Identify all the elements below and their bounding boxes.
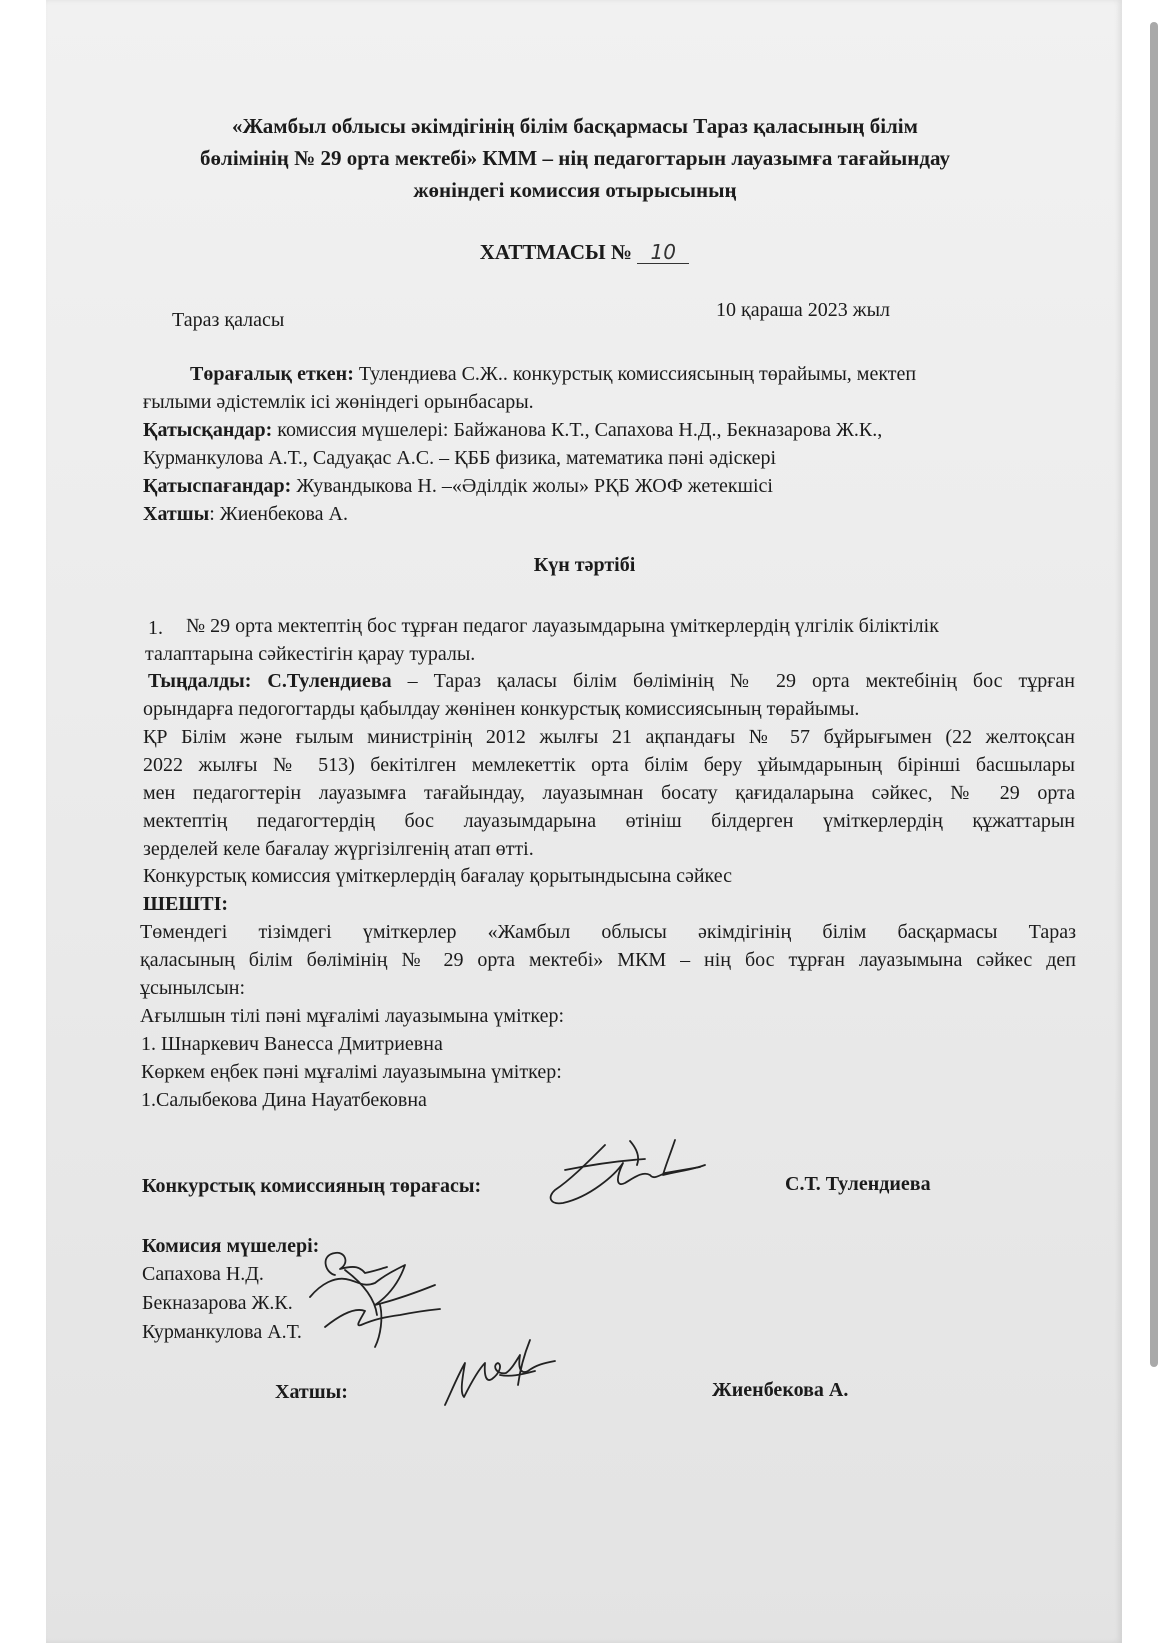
title-line-1: «Жамбыл облысы әкімдігінің білім басқармасы Тараз қаласының білім: [232, 114, 918, 138]
secretary-line: [143, 500, 348, 528]
scrollbar[interactable]: [1150, 22, 1158, 1367]
present-line: [143, 416, 882, 444]
absent-label: Қатыспағандар:: [143, 475, 292, 497]
heard-line-4: 2022 жылғы № 513) бекітілген мемлекеттік орта білім беру ұйымдарының бірінші басшылары: [143, 754, 1075, 776]
title-line-3: жөніндегі комиссия отырысының: [413, 178, 737, 202]
heard-line-8: Конкурстық комиссия үміткерлердің бағалау қорытындысына сәйкес: [143, 865, 733, 887]
heard-line-1: [148, 667, 1075, 695]
heard-line-3: ҚР Білім және ғылым министрінің 2012 жылғы 21 ақпандағы № 57 бұйрығымен (22 желтоқсан: [143, 726, 1075, 748]
chair-signature-name: С.Т. Тулендиева: [785, 1173, 931, 1195]
position-1: Ағылшын тілі пәні мұғалімі лауазымына үміткер:: [140, 1005, 565, 1027]
chair-signature-icon: [545, 1135, 715, 1215]
chair-text: Тулендиева С.Ж.. конкурстық комиссиясының төрайымы, мектеп: [353, 363, 917, 385]
absent-line: [143, 472, 773, 500]
candidate-2: 1.Салыбекова Дина Науатбековна: [141, 1089, 427, 1111]
chair-label: Төрағалық еткен:: [190, 363, 354, 385]
protocol-number: 10: [637, 241, 689, 264]
title-line-2: бөлімінің № 29 орта мектебі» КММ – нің педагогтарын лауазымға тағайындау: [200, 146, 950, 170]
decision-line-1: Төмендегі тізімдегі үміткерлер «Жамбыл облысы әкімдігінің білім басқармасы Тараз: [140, 921, 1076, 943]
chair-text-2: ғылыми әдістемлік ісі жөніндегі орынбасары.: [143, 391, 534, 413]
heard-label: Тыңдалды: С.Тулендиева: [148, 670, 392, 692]
chair-signature-label: Конкурстық комиссияның төрағасы:: [142, 1175, 482, 1197]
protocol-label: ХАТТМАСЫ №: [479, 240, 633, 264]
date: 10 қараша 2023 жыл: [716, 299, 890, 321]
secretary-signature-name: Жиенбекова А.: [712, 1379, 849, 1401]
present-text-2: Курманкулова А.Т., Садуақас А.С. – ҚББ физика, математика пәні әдіскері: [143, 447, 777, 469]
heard-line-6: мектептің педагогтердің бос лауазымдарына өтініш білдерген үміткерлердің құжаттарын: [143, 810, 1075, 832]
absent-text: Жувандыкова Н. –«Әділдік жолы» РҚБ ЖОФ жетекшісі: [291, 475, 773, 497]
secretary-label: Хатшы: [143, 503, 210, 525]
heard-text-1: – Тараз қаласы білім бөлімінің № 29 орта мектебінің бос тұрған: [391, 670, 1075, 692]
heard-line-5: мен педагогтерін лауазымға тағайындау, лауазымнан босату қағидаларына сәйкес, № 29 орта: [143, 782, 1075, 804]
secretary-signature-icon: [440, 1335, 560, 1415]
secretary-text: : Жиенбекова А.: [209, 503, 348, 525]
secretary-signature-label: Хатшы:: [275, 1381, 348, 1403]
member-3: Курманкулова А.Т.: [142, 1321, 302, 1343]
present-text: комиссия мүшелері: Байжанова К.Т., Сапахова Н.Д., Бекназарова Ж.К.,: [272, 419, 883, 441]
decision-label: ШЕШТІ:: [143, 893, 229, 915]
heard-line-7: зерделей келе бағалау жүргізілгенің атап өтті.: [143, 838, 534, 860]
protocol-heading: [0, 240, 1169, 265]
city: Тараз қаласы: [172, 309, 285, 331]
decision-line-3: ұсынылсын:: [140, 977, 246, 999]
agenda-heading: Күн тәртібі: [533, 554, 636, 576]
present-label: Қатысқандар:: [143, 419, 273, 441]
decision-line-2: қаласының білім бөлімінің № 29 орта мектебі» МКМ – нің бос тұрған лауазымына сәйкес деп: [140, 949, 1076, 971]
position-2: Көркем еңбек пәні мұғалімі лауазымына үміткер:: [141, 1061, 562, 1083]
candidate-1: 1. Шнаркевич Ванесса Дмитриевна: [141, 1033, 443, 1055]
members-signatures-icon: [305, 1245, 455, 1355]
document-title: [150, 110, 1000, 206]
chair-line: [190, 360, 916, 388]
members-label: Комисия мүшелері:: [142, 1235, 320, 1257]
agenda-item-line-1: № 29 орта мектептің бос тұрған педагог лауазымдарына үміткерлердің үлгілік біліктілік: [186, 615, 939, 637]
member-1: Сапахова Н.Д.: [142, 1263, 264, 1285]
agenda-item-number: 1.: [148, 617, 163, 639]
agenda-item-line-2: талаптарына сәйкестігін қарау туралы.: [145, 643, 476, 665]
member-2: Бекназарова Ж.К.: [142, 1292, 293, 1314]
heard-line-2: орындарға педогогтарды қабылдау жөнінен конкурстық комиссиясының төрайымы.: [143, 698, 860, 720]
